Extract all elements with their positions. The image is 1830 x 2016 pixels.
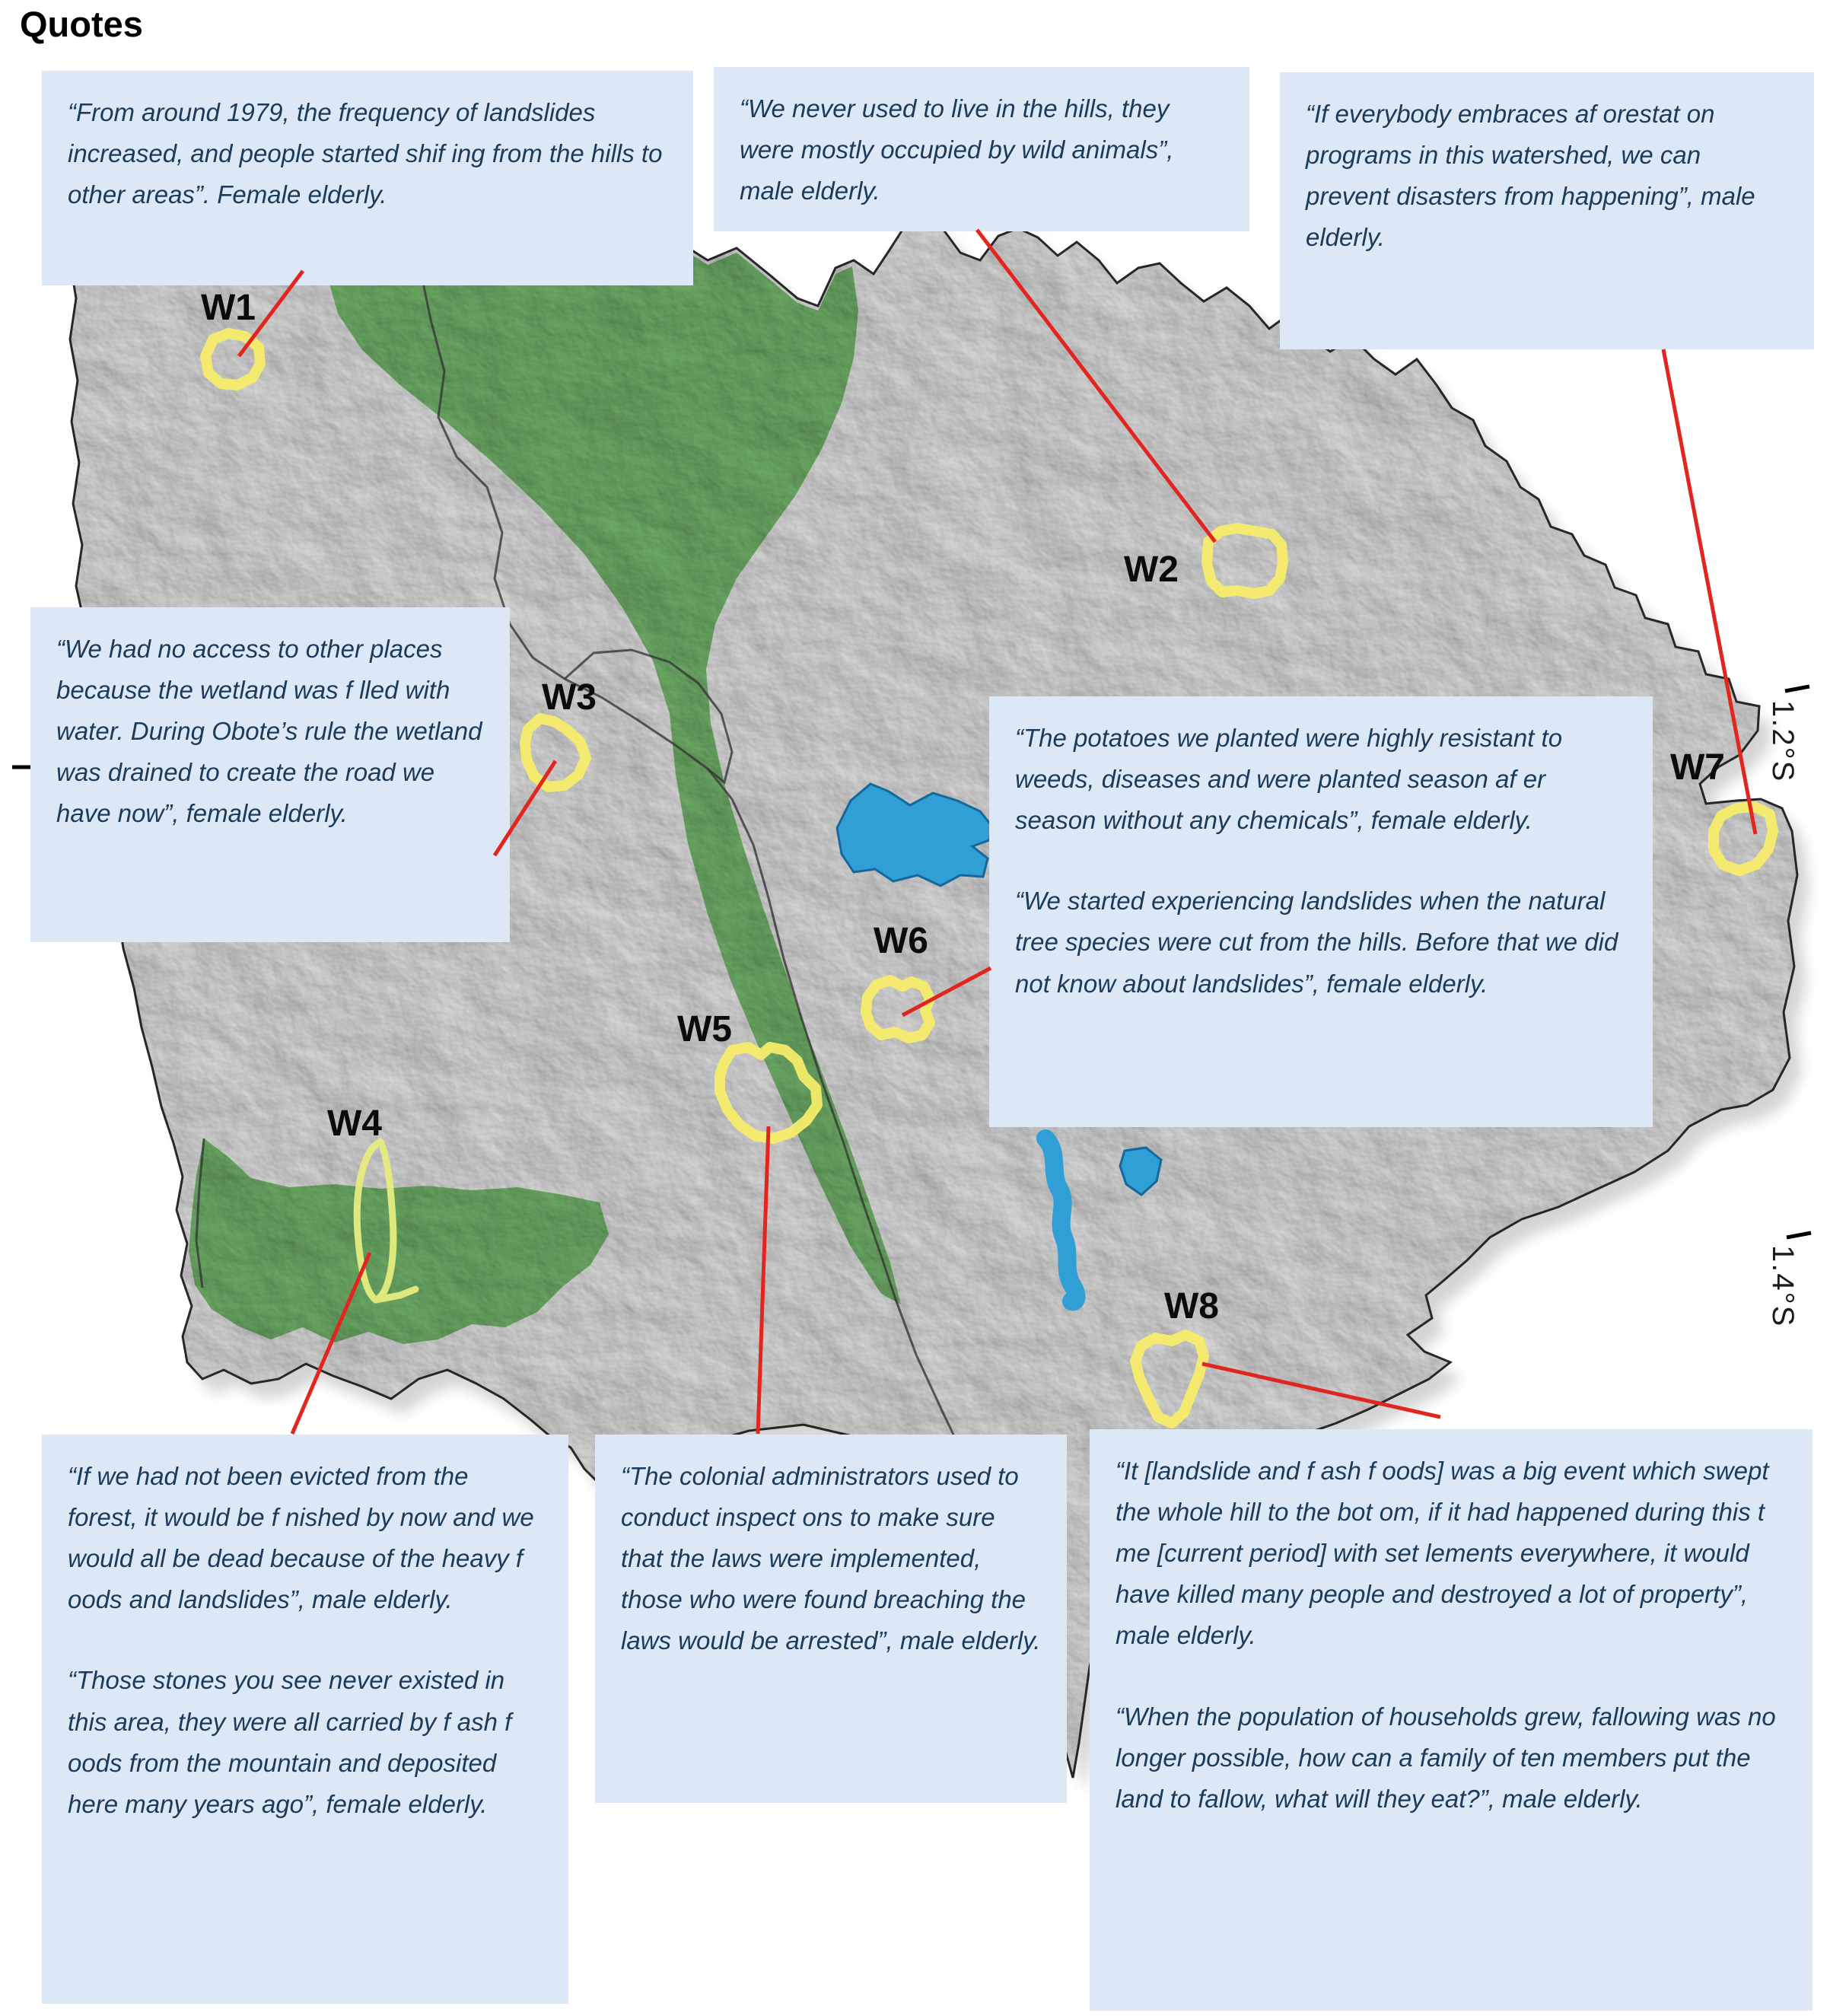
- quote-text: “If everybody embraces af orestat on programs in this watershed, we can prevent disasters from happening”, male elderly.: [1306, 100, 1755, 252]
- quote-text: “We started experiencing landslides when the natural tree species were cut from the hills. Before that we did not know about landslides”, female elderly.: [1015, 887, 1618, 998]
- site-label-w7: W7: [1670, 747, 1725, 788]
- quote-text: “We had no access to other places because the wetland was f lled with water. During Obote’s rule the wetland was drained to create the road we have now”, female elderly.: [56, 635, 482, 828]
- latitude-label-1-4s: 1.4°S: [1766, 1245, 1800, 1328]
- quote-box-w2: [714, 67, 1249, 231]
- quote-box-w3: [30, 607, 510, 942]
- quote-text: “The colonial administrators used to conduct inspect ons to make sure that the laws were implemented, those who were found breaching the laws would be arrested”, male elderly.: [621, 1462, 1041, 1655]
- figure-title: Quotes: [20, 4, 143, 44]
- quote-text: “It [landslide and f ash f oods] was a big event which swept the whole hill to the bot om, if it had happened during this t me [current period] with set lements everywhere, it would have killed many people and destroyed a lot of property”, male elderly.: [1116, 1457, 1769, 1650]
- quote-text: “When the population of households grew, fallowing was no longer possible, how can a family of ten members put the land to fallow, what will they eat?”, male elderly.: [1116, 1702, 1776, 1813]
- quote-box-w7: [1280, 72, 1814, 349]
- site-label-w3: W3: [542, 677, 597, 718]
- quote-box-w1: [42, 71, 693, 285]
- site-label-w1: W1: [201, 288, 256, 328]
- quote-text: “We never used to live in the hills, they were mostly occupied by wild animals”, male elderly.: [740, 94, 1174, 205]
- quote-box-w5: [595, 1435, 1067, 1803]
- site-label-w8: W8: [1164, 1286, 1219, 1326]
- latitude-tick-1-2s: [1785, 686, 1809, 691]
- quote-text: “If we had not been evicted from the forest, it would be f nished by now and we would all be dead because of the heavy f oods and landslides”, male elderly.: [68, 1462, 534, 1614]
- latitude-label-1-2s: 1.2°S: [1766, 700, 1800, 783]
- quote-box-w8: [1090, 1429, 1812, 2011]
- quote-text: “Those stones you see never existed in this area, they were all carried by f ash f oods from the mountain and deposited here many years ago”, female elderly.: [68, 1666, 512, 1818]
- quote-box-w6: [989, 696, 1653, 1127]
- site-label-w4: W4: [327, 1104, 382, 1144]
- site-label-w5: W5: [677, 1009, 732, 1049]
- site-label-w6: W6: [874, 921, 928, 961]
- latitude-tick-1-4s: [1787, 1233, 1811, 1237]
- quote-box-w4: [42, 1435, 568, 2004]
- quote-text: “From around 1979, the frequency of landslides increased, and people started shif ing from the hills to other areas”. Female elderly.: [68, 98, 663, 209]
- site-label-w2: W2: [1124, 549, 1179, 590]
- quote-text: “The potatoes we planted were highly resistant to weeds, diseases and were planted season af er season without any chemicals”, female elderly.: [1015, 724, 1563, 835]
